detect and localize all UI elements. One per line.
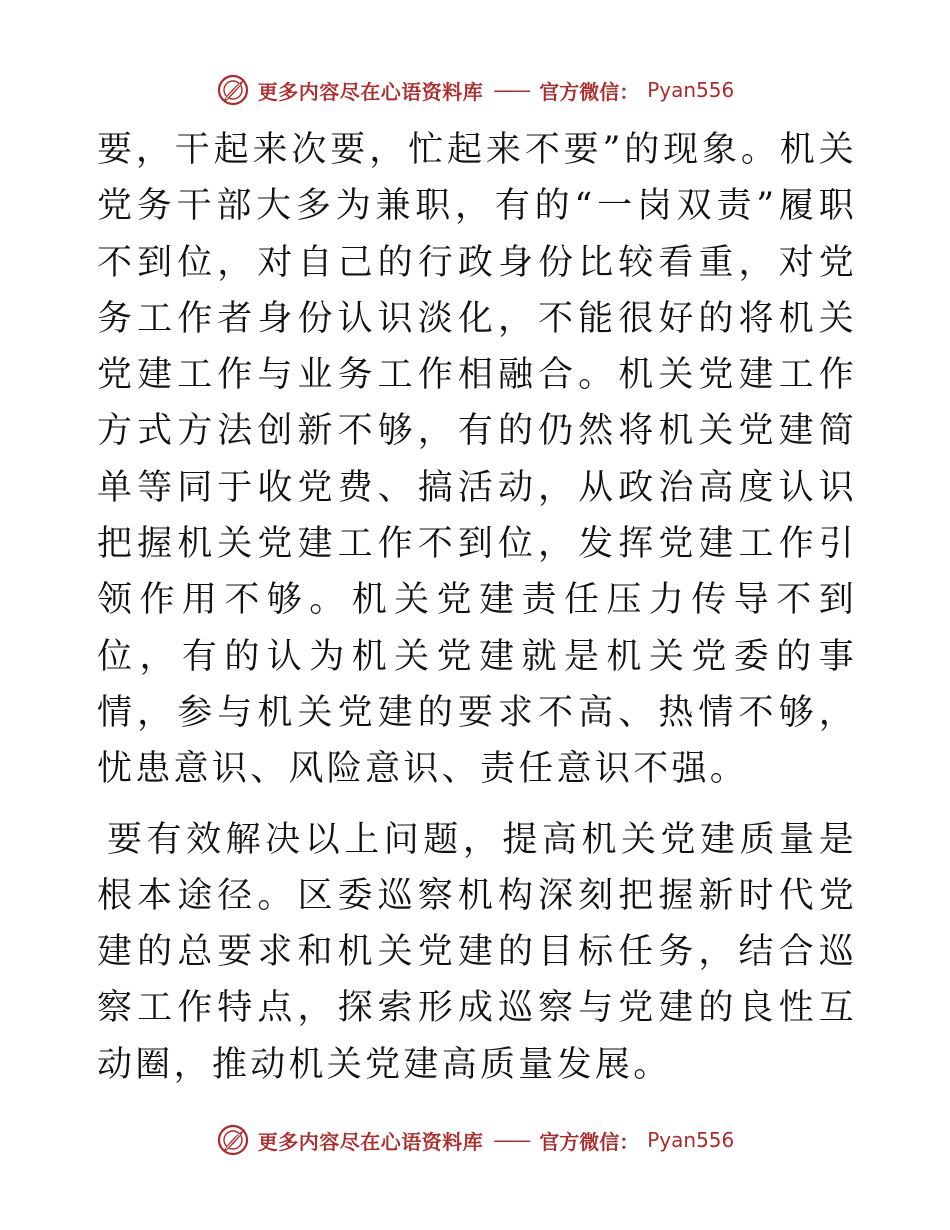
header-banner — [0, 70, 950, 110]
body-paragraph-2: 要有效解决以上问题，提高机关党建质量是根本途径。区委巡察机构深刻把握新时代党建的总要求和机关党建的目标任务，结合巡察工作特点，探索形成巡察与党建的良性互动圈，推动机关党建高质量发展。 — [97, 819, 857, 1085]
document-body — [97, 122, 857, 1093]
banner-wechat-label: 官方微信： — [539, 1129, 640, 1154]
footer-banner — [0, 1120, 950, 1160]
banner-text: 更多内容尽在心语资料库 — [257, 79, 484, 104]
feather-quill-logo-icon — [216, 1123, 250, 1157]
banner-dash: —— — [493, 78, 530, 102]
banner-dash: —— — [493, 1128, 530, 1152]
feather-quill-logo-icon — [216, 73, 250, 107]
banner-wechat-id: Pyan556 — [647, 78, 735, 102]
banner-wechat-id: Pyan556 — [647, 1128, 735, 1152]
banner-text: 更多内容尽在心语资料库 — [257, 1129, 484, 1154]
banner-wechat-label: 官方微信： — [539, 79, 640, 104]
body-paragraph-1: 要，干起来次要，忙起来不要”的现象。机关党务干部大多为兼职，有的“一岗双责”履职不到位，对自己的行政身份比较看重，对党务工作者身份认识淡化，不能很好的将机关党建工作与业务工作相融合。机关党建工作方式方法创新不够，有的仍然将机关党建简单等同于收党费、搞活动，从政治高度认识把握机关党建工作不到位，发挥党建工作引领作用不够。机关党建责任压力传导不到位，有的认为机关党建就是机关党委的事情，参与机关党建的要求不高、热情不够，忧患意识、风险意识、责任意识不强。 — [97, 130, 857, 790]
